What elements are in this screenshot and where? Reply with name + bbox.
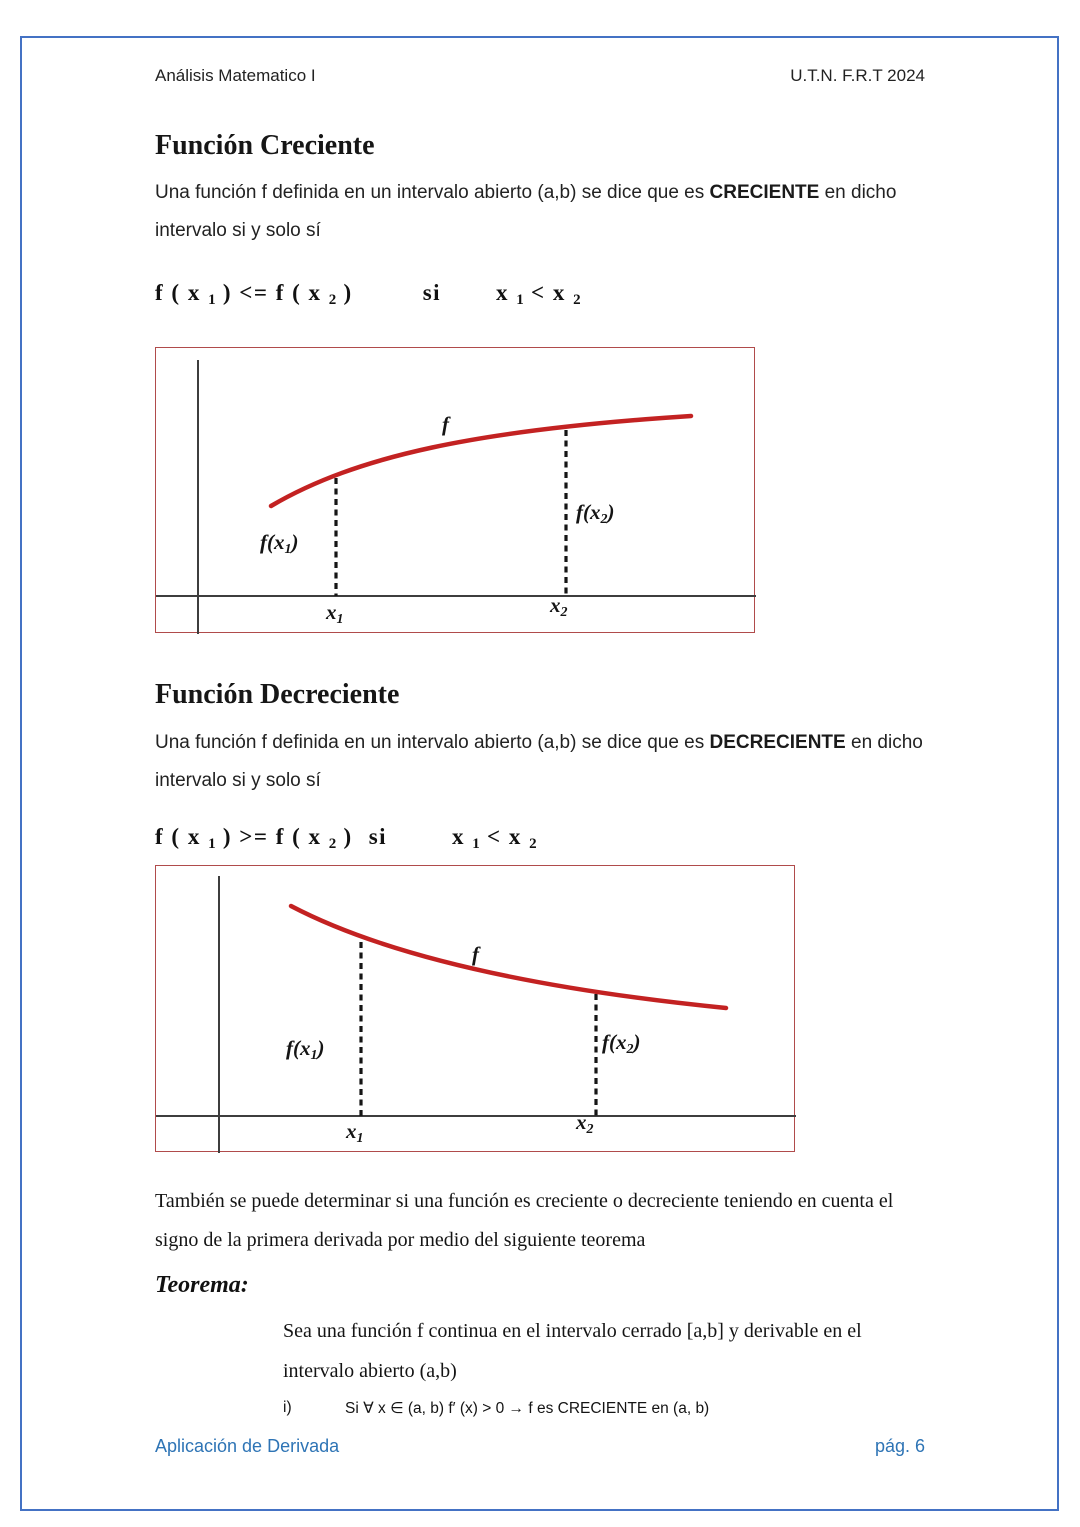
label-subscript: 1 [336, 612, 344, 628]
decreciente-keyword: DECRECIENTE [709, 731, 846, 753]
formula-subscript: 1 [208, 835, 216, 852]
header-course-title: Análisis Matematico I [155, 66, 316, 85]
label-f-of-x2 [576, 500, 615, 528]
label-text: x [576, 1109, 587, 1134]
label-text: x [326, 600, 337, 625]
formula-subscript: 1 [516, 292, 524, 309]
teorema-heading: Teorema: [155, 1271, 249, 1298]
curve-label-text: f [442, 412, 449, 437]
decreciente-intro-post: en dicho intervalo si y solo sí [155, 731, 923, 791]
formula-rhs: x [496, 280, 517, 306]
formula-si: si [422, 280, 442, 306]
footer-section-title: Aplicación de Derivada [155, 1436, 340, 1456]
formula-lhs-mid: ) <= f ( x [215, 280, 329, 306]
section-title-decreciente: Función Decreciente [155, 679, 400, 711]
label-x1 [326, 600, 344, 628]
label-f-of-x1 [260, 530, 299, 558]
label-text: ) [607, 500, 615, 525]
creciente-intro-paragraph [155, 174, 925, 250]
creciente-intro-post: en dicho intervalo si y solo sí [155, 182, 897, 242]
creciente-figure-canvas [156, 348, 756, 634]
formula-lhs-mid: ) >= f ( x [215, 823, 329, 849]
decreciente-formula [155, 824, 925, 853]
formula-rhs: x [452, 823, 473, 849]
label-f-of-x1 [286, 1036, 325, 1064]
label-text: f(x [576, 500, 601, 525]
teorema-body: Sea una función f continua en el intervalo cerrado [a,b] y derivable en el intervalo abierto (a,b) [283, 1319, 862, 1382]
curve-label-text: f [472, 941, 479, 966]
formula-subscript: 1 [472, 835, 480, 852]
teorema-item-text: Si ∀ x ∈ (a, b) f′ (x) > 0 → f es CRECIENTE en (a, b) [345, 1399, 710, 1417]
derivative-intro-paragraph: También se puede determinar si una función es creciente o decreciente teniendo en cuenta el signo de la primera derivada por medio del siguiente teorema [155, 1189, 894, 1251]
formula-lhs-close: ) [336, 823, 353, 849]
label-text: f(x [602, 1029, 627, 1054]
decreciente-intro-pre: Una función f definida en un intervalo abierto (a,b) se dice que es [155, 731, 710, 753]
label-f-of-x2 [602, 1030, 641, 1058]
label-subscript: 1 [284, 542, 292, 558]
formula-lhs-close: ) [336, 280, 353, 306]
document-header [155, 0, 925, 86]
label-x1 [346, 1119, 364, 1147]
curve-label-f [472, 942, 479, 967]
decreciente-figure-canvas [156, 866, 796, 1153]
decreasing-function-curve [291, 906, 726, 1008]
label-text: x [550, 593, 561, 618]
creciente-formula [155, 280, 925, 309]
formula-lhs: f ( x [155, 280, 209, 306]
teorema-item-i [283, 1399, 925, 1418]
label-subscript: 1 [310, 1047, 318, 1063]
footer-page-number: pág. 6 [874, 1436, 925, 1456]
curve-label-f [442, 412, 449, 437]
creciente-keyword: CRECIENTE [709, 182, 820, 204]
label-subscript: 1 [356, 1130, 364, 1146]
creciente-intro-pre: Una función f definida en un intervalo abierto (a,b) se dice que es [155, 182, 710, 204]
label-text: f(x [286, 1035, 311, 1060]
formula-subscript: 1 [208, 292, 216, 309]
section-title-creciente: Función Creciente [155, 130, 375, 161]
creciente-figure [155, 347, 755, 633]
formula-rhs-op: < x [479, 823, 530, 849]
label-text: ) [317, 1035, 325, 1060]
decreciente-intro-paragraph [155, 724, 925, 800]
formula-subscript: 2 [328, 292, 337, 309]
label-subscript: 2 [586, 1121, 594, 1137]
formula-rhs-op: < x [523, 280, 574, 306]
label-subscript: 2 [626, 1041, 634, 1057]
formula-si: si [368, 823, 388, 849]
formula-subscript: 2 [573, 292, 581, 309]
label-text: x [346, 1118, 357, 1143]
decreciente-figure [155, 865, 795, 1152]
label-text: f(x [260, 530, 285, 555]
label-text: ) [633, 1029, 641, 1054]
label-subscript: 2 [560, 605, 568, 621]
teorema-item-marker: i) [283, 1398, 292, 1416]
formula-lhs: f ( x [155, 823, 209, 849]
label-subscript: 2 [600, 512, 608, 528]
label-x2 [550, 593, 568, 621]
document-footer [155, 1436, 925, 1457]
label-text: ) [291, 530, 299, 555]
increasing-function-curve [271, 416, 691, 506]
header-institution: U.T.N. F.R.T 2024 [790, 66, 925, 85]
label-x2 [576, 1110, 594, 1138]
formula-subscript: 2 [328, 835, 337, 852]
formula-subscript: 2 [529, 835, 537, 852]
